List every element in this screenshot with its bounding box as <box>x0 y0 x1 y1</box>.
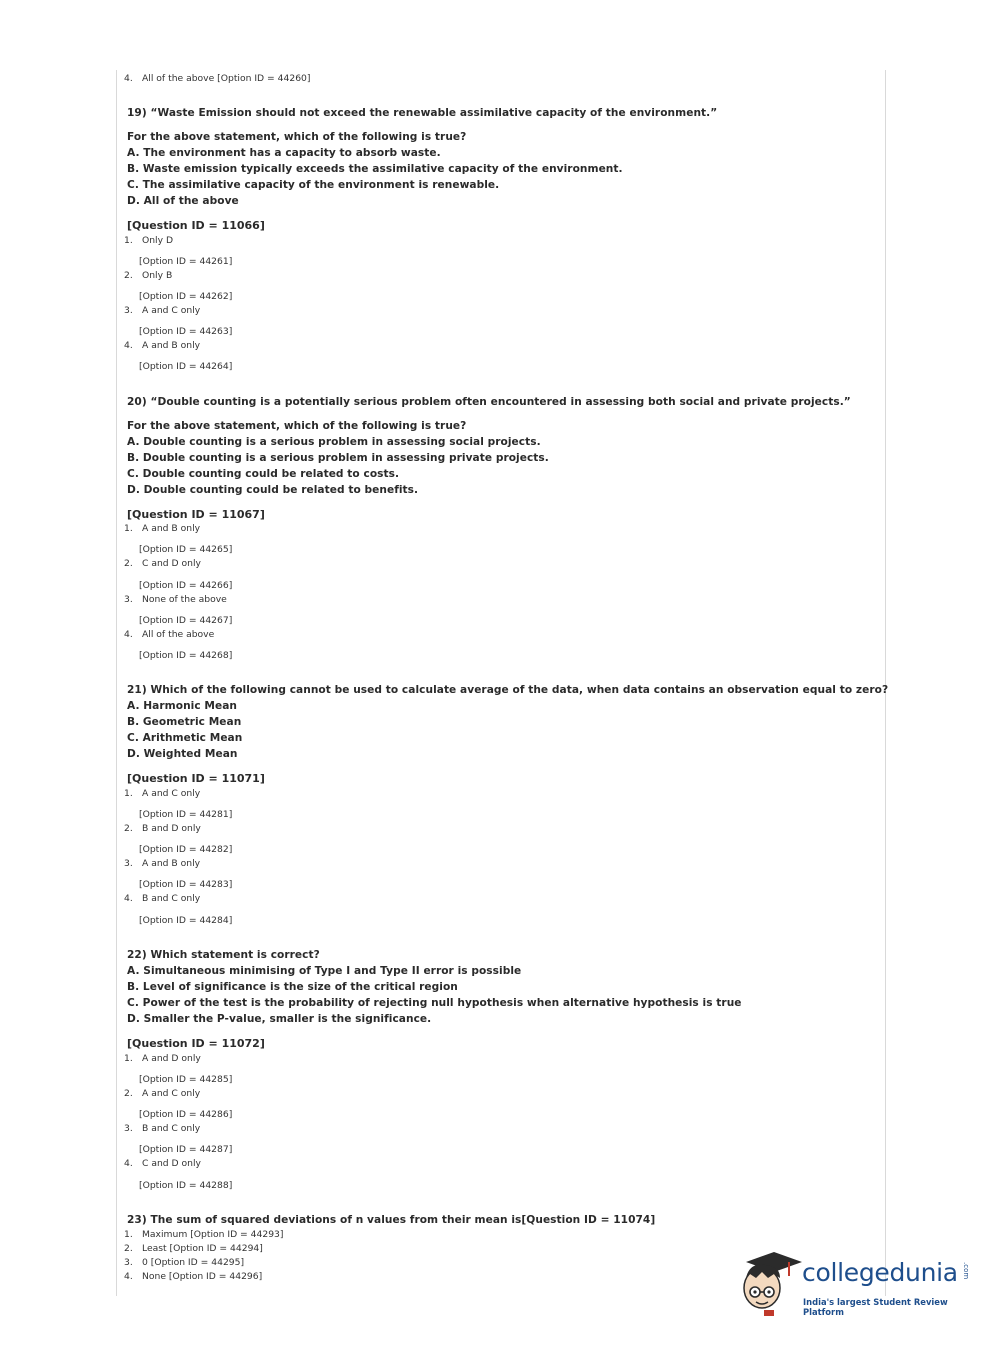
option-id: [Option ID = 44288] <box>139 1180 233 1191</box>
question-21-choice-b: B. Geometric Mean <box>127 716 242 728</box>
question-20-id: [Question ID = 11067] <box>127 508 265 521</box>
option-number: 1. <box>124 1053 133 1064</box>
option-item <box>124 823 201 834</box>
option-text: Only D <box>142 235 174 246</box>
question-20-choice-c: C. Double counting could be related to costs. <box>127 468 400 480</box>
option-item <box>124 305 200 316</box>
logo-wordmark: collegedunia <box>802 1258 958 1287</box>
option-number: 1. <box>124 1229 133 1240</box>
question-20-choice-b: B. Double counting is a serious problem in assessing private projects. <box>127 452 549 464</box>
option-text: A and D only <box>142 1053 201 1064</box>
option-item <box>124 788 200 799</box>
option-item <box>124 73 310 84</box>
option-id: [Option ID = 44263] <box>139 326 233 337</box>
question-19-choice-c: C. The assimilative capacity of the environment is renewable. <box>127 179 500 191</box>
option-id: [Option ID = 44264] <box>139 361 233 372</box>
option-number: 1. <box>124 235 133 246</box>
collegedunia-logo[interactable] <box>740 1248 980 1318</box>
option-item <box>124 1123 200 1134</box>
option-number: 3. <box>124 858 133 869</box>
option-id: [Option ID = 44282] <box>139 844 233 855</box>
question-21-choice-a: A. Harmonic Mean <box>127 700 238 712</box>
option-text: All of the above [Option ID = 44260] <box>142 73 311 84</box>
option-number: 4. <box>124 340 133 351</box>
option-text: A and C only <box>142 305 201 316</box>
question-20-prompt: For the above statement, which of the following is true? <box>127 420 467 432</box>
option-id: [Option ID = 44268] <box>139 650 233 661</box>
option-id: [Option ID = 44267] <box>139 615 233 626</box>
question-21-choice-d: D. Weighted Mean <box>127 748 238 760</box>
option-number: 3. <box>124 1123 133 1134</box>
option-number: 2. <box>124 1243 133 1254</box>
option-number: 4. <box>124 73 133 84</box>
option-text: None of the above <box>142 594 227 605</box>
option-item <box>124 858 200 869</box>
option-item <box>124 1257 244 1268</box>
option-item <box>124 523 200 534</box>
question-22-id: [Question ID = 11072] <box>127 1037 265 1050</box>
option-id: [Option ID = 44283] <box>139 879 233 890</box>
question-19-choice-a: A. The environment has a capacity to absorb waste. <box>127 147 441 159</box>
question-20-choice-a: A. Double counting is a serious problem in assessing social projects. <box>127 436 541 448</box>
option-number: 3. <box>124 594 133 605</box>
question-21-choice-c: C. Arithmetic Mean <box>127 732 243 744</box>
option-item <box>124 1158 201 1169</box>
question-22-choice-a: A. Simultaneous minimising of Type I and Type II error is possible <box>127 965 522 977</box>
option-number: 2. <box>124 270 133 281</box>
option-text: B and C only <box>142 1123 201 1134</box>
option-id: [Option ID = 44266] <box>139 580 233 591</box>
option-text: A and B only <box>142 523 201 534</box>
option-text: None [Option ID = 44296] <box>142 1271 263 1282</box>
option-number: 1. <box>124 788 133 799</box>
option-text: Only B <box>142 270 173 281</box>
option-id: [Option ID = 44281] <box>139 809 233 820</box>
option-id: [Option ID = 44262] <box>139 291 233 302</box>
option-text: A and C only <box>142 1088 201 1099</box>
option-number: 4. <box>124 893 133 904</box>
option-item <box>124 893 200 904</box>
option-item <box>124 1271 262 1282</box>
option-number: 2. <box>124 823 133 834</box>
option-number: 4. <box>124 1271 133 1282</box>
logo-domain: .com <box>962 1262 970 1280</box>
option-id: [Option ID = 44261] <box>139 256 233 267</box>
option-text: C and D only <box>142 1158 201 1169</box>
option-id: [Option ID = 44285] <box>139 1074 233 1085</box>
question-19-title: 19) “Waste Emission should not exceed the renewable assimilative capacity of the environment.” <box>127 107 718 119</box>
question-22-title: 22) Which statement is correct? <box>127 949 320 961</box>
option-text: A and C only <box>142 788 201 799</box>
option-text: A and B only <box>142 858 201 869</box>
option-item <box>124 235 173 246</box>
option-text: B and D only <box>142 823 201 834</box>
logo-tagline: India's largest Student Review Platform <box>803 1297 948 1317</box>
question-22-choice-c: C. Power of the test is the probability of rejecting null hypothesis when alternative hypothesis is true <box>127 997 742 1009</box>
question-19-choice-b: B. Waste emission typically exceeds the assimilative capacity of the environment. <box>127 163 623 175</box>
question-23-title: 23) The sum of squared deviations of n values from their mean is[Question ID = 11074] <box>127 1214 656 1226</box>
option-id: [Option ID = 44286] <box>139 1109 233 1120</box>
mascot-icon <box>740 1248 804 1318</box>
question-21-id: [Question ID = 11071] <box>127 772 265 785</box>
option-number: 4. <box>124 1158 133 1169</box>
option-text: Least [Option ID = 44294] <box>142 1243 263 1254</box>
option-item <box>124 270 172 281</box>
option-text: C and D only <box>142 558 201 569</box>
option-id: [Option ID = 44284] <box>139 915 233 926</box>
option-item <box>124 558 201 569</box>
option-number: 3. <box>124 1257 133 1268</box>
question-19-prompt: For the above statement, which of the following is true? <box>127 131 467 143</box>
option-number: 4. <box>124 629 133 640</box>
option-item <box>124 1243 263 1254</box>
option-text: 0 [Option ID = 44295] <box>142 1257 245 1268</box>
option-text: A and B only <box>142 340 201 351</box>
question-19-choice-d: D. All of the above <box>127 195 239 207</box>
option-number: 2. <box>124 1088 133 1099</box>
option-item <box>124 340 200 351</box>
right-margin-rule <box>885 70 886 1296</box>
option-number: 1. <box>124 523 133 534</box>
option-item <box>124 1229 284 1240</box>
option-text: B and C only <box>142 893 201 904</box>
option-id: [Option ID = 44265] <box>139 544 233 555</box>
option-number: 3. <box>124 305 133 316</box>
option-item <box>124 629 214 640</box>
option-number: 2. <box>124 558 133 569</box>
question-19-id: [Question ID = 11066] <box>127 219 265 232</box>
question-20-title: 20) “Double counting is a potentially serious problem often encountered in assessing both social and private projects.” <box>127 396 851 408</box>
question-22-choice-b: B. Level of significance is the size of the critical region <box>127 981 458 993</box>
question-22-choice-d: D. Smaller the P-value, smaller is the significance. <box>127 1013 432 1025</box>
question-21-title: 21) Which of the following cannot be used to calculate average of the data, when data contains an observation equal to zero? <box>127 684 889 696</box>
option-id: [Option ID = 44287] <box>139 1144 233 1155</box>
option-item <box>124 1053 201 1064</box>
option-item <box>124 1088 200 1099</box>
option-text: All of the above <box>142 629 215 640</box>
option-item <box>124 594 227 605</box>
option-text: Maximum [Option ID = 44293] <box>142 1229 284 1240</box>
question-20-choice-d: D. Double counting could be related to benefits. <box>127 484 419 496</box>
left-margin-rule <box>116 70 117 1296</box>
